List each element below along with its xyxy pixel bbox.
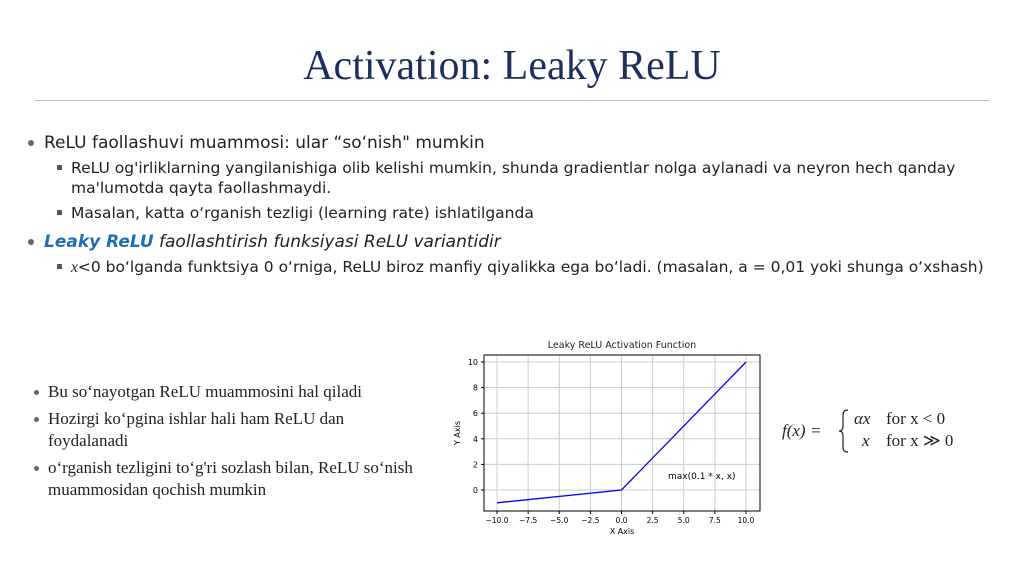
- formula-lhs: f(x) =: [782, 421, 822, 440]
- side-bullet-1-item: [30, 381, 425, 403]
- x-tick-label: −10.0: [485, 516, 509, 525]
- sub-bullet-icon: [57, 165, 62, 170]
- slide-title: Activation: Leaky ReLU: [303, 43, 721, 89]
- bullet-icon: [28, 140, 34, 146]
- sub-bullet-icon: [57, 264, 62, 269]
- title-divider: [35, 100, 990, 101]
- side-bullet-3: o‘rganish tezligini to‘g'ri sozlash bilan, ReLU so‘nish muammosidan qochish mumkin: [48, 458, 413, 499]
- var-x: x: [71, 259, 78, 276]
- side-bullet-3-item: [30, 457, 425, 501]
- chart-title: Leaky ReLU Activation Function: [547, 340, 697, 351]
- bullet-1-item: [28, 132, 988, 154]
- sub-bullet-1-2: Masalan, katta o‘rganish tezligi (learning rate) ishlatilganda: [71, 204, 534, 222]
- bullet-icon: [34, 466, 39, 471]
- bullet-icon: [34, 417, 39, 422]
- x-tick-label: 10.0: [737, 516, 755, 525]
- sub-bullet-2-1-text: <0 bo‘lganda funktsiya 0 o‘rniga, ReLU biroz manfiy qiyalikka ega bo‘ladi. (masalan, a = 0,01 yoki shunga o‘xshash): [77, 258, 984, 276]
- highlight-term: Leaky ReLU: [44, 232, 154, 252]
- cond-2: for x ≫ 0: [886, 431, 954, 450]
- case-1: αx: [854, 409, 871, 428]
- y-tick-label: 10: [467, 358, 478, 367]
- formula: [782, 408, 982, 456]
- bullet-icon: [34, 390, 39, 395]
- y-tick-label: 8: [472, 383, 478, 393]
- bullet-icon: [28, 239, 34, 245]
- x-tick-label: 2.5: [646, 516, 659, 525]
- side-bullet-1: Bu so‘nayotgan ReLU muammosini hal qiladi: [48, 382, 362, 401]
- bullet-2-item: [28, 231, 988, 253]
- x-tick-label: −7.5: [519, 516, 538, 525]
- y-tick-label: 0: [472, 486, 478, 495]
- y-axis-label: Y Axis: [453, 420, 462, 446]
- bullet-2-text: faollashtirish funksiyasi ReLU variantidir: [153, 232, 501, 252]
- side-bullet-2: Hozirgi ko‘pgina ishlar hali ham ReLU dan foydalanadi: [48, 409, 345, 450]
- side-bullet-list: [30, 381, 425, 506]
- y-tick-label: 6: [472, 409, 478, 419]
- cond-1: for x < 0: [886, 409, 946, 428]
- chart-annotation: max(0.1 * x, x): [668, 472, 736, 482]
- sub-bullet-2-1-item: [28, 257, 988, 278]
- sub-bullet-1-1-item: [28, 158, 988, 198]
- x-tick-label: −5.0: [550, 516, 569, 525]
- sub-bullet-1-1: ReLU og'irliklarning yangilanishiga olib kelishi mumkin, shunda gradientlar nolga aylanadi va neyron hech qanday ma'lumotda qayta faollashmaydi.: [71, 159, 956, 197]
- y-tick-label: 4: [472, 434, 478, 444]
- bullet-1: ReLU faollashuvi muammosi: ular “so‘nish" mumkin: [44, 133, 485, 153]
- x-axis-label: X Axis: [609, 527, 635, 536]
- x-tick-label: 7.5: [708, 516, 721, 525]
- leaky-relu-chart: [440, 335, 770, 545]
- side-bullet-2-item: [30, 408, 425, 452]
- sub-bullet-1-2-item: [28, 203, 988, 223]
- x-tick-label: 5.0: [677, 516, 690, 525]
- sub-bullet-icon: [57, 210, 62, 215]
- y-tick-label: 2: [472, 460, 478, 470]
- case-2: x: [862, 431, 870, 450]
- bullet-list: [28, 132, 988, 283]
- x-tick-label: 0.0: [615, 516, 628, 525]
- brace-icon: [838, 409, 850, 453]
- x-tick-label: −2.5: [581, 516, 600, 525]
